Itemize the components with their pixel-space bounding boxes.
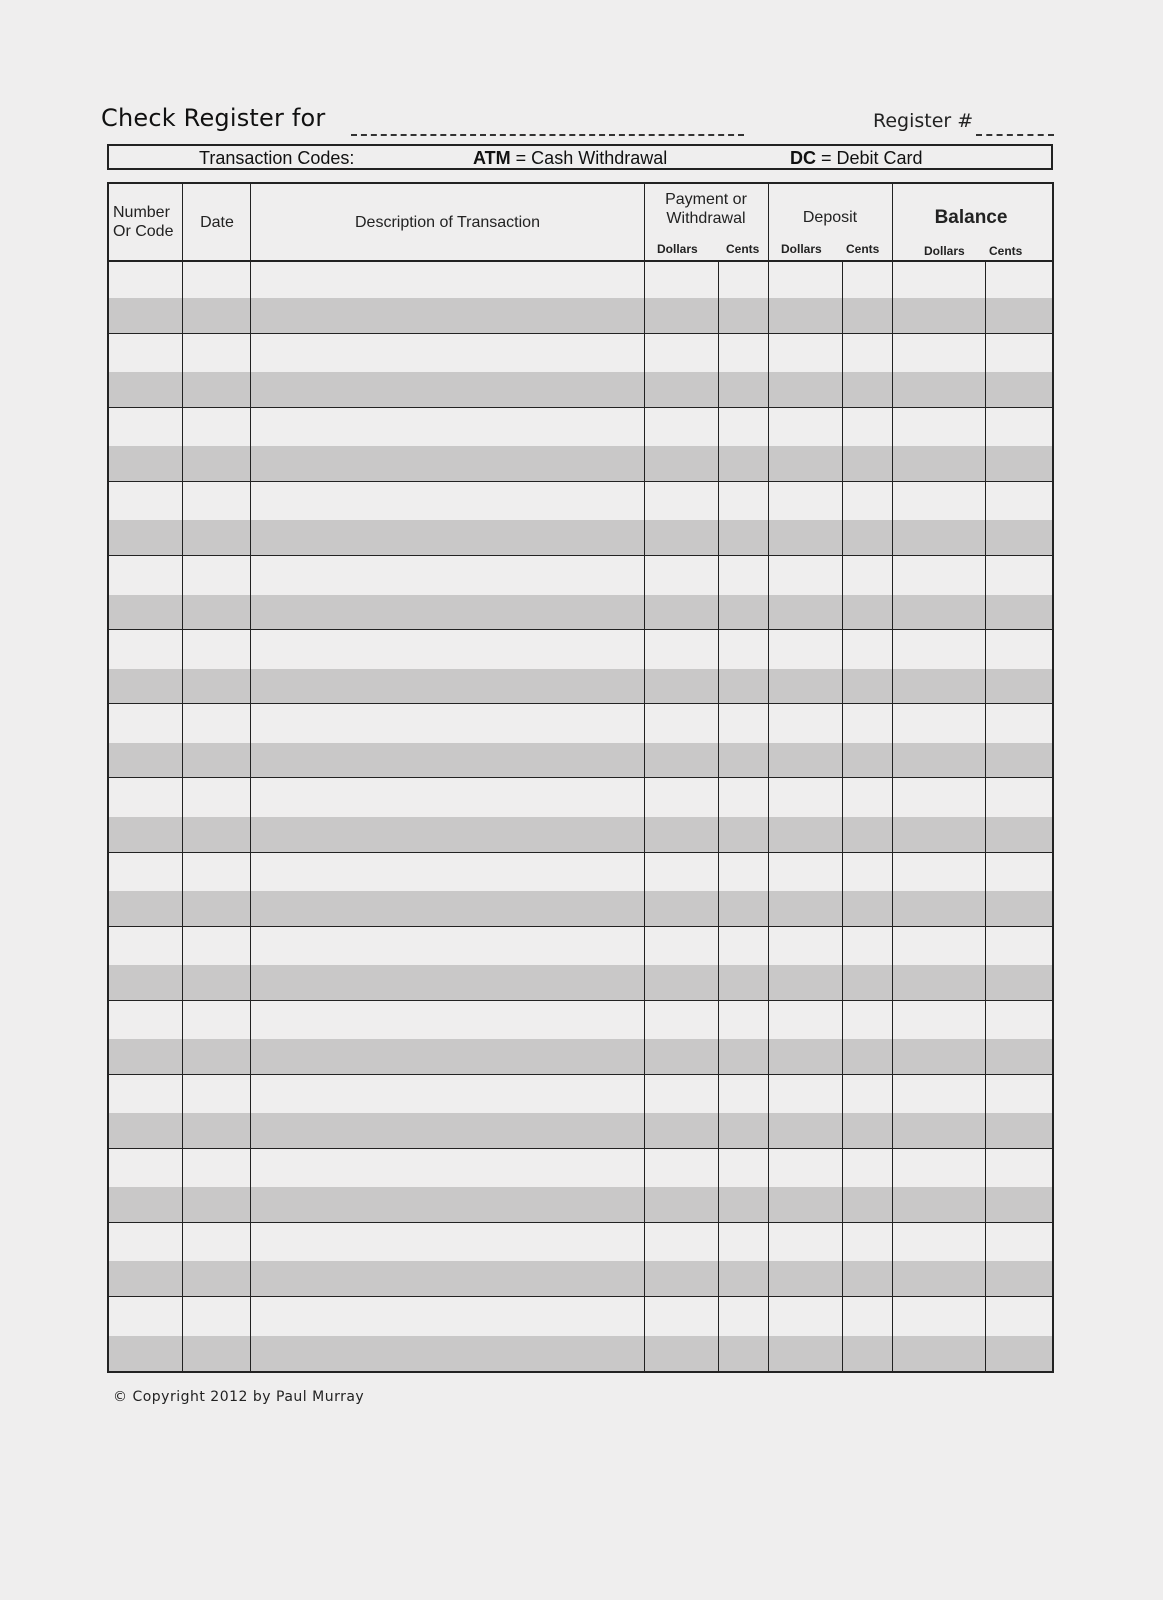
col-divider xyxy=(718,260,719,1371)
register-table xyxy=(107,182,1054,1373)
balance-cents-label: Cents xyxy=(989,244,1023,258)
transaction-codes-label: Transaction Codes: xyxy=(199,148,355,168)
dc-code-abbr: DC xyxy=(790,148,816,168)
name-fill-line xyxy=(351,134,744,136)
title-row xyxy=(101,104,1054,144)
deposit-dollars-label: Dollars xyxy=(781,242,822,256)
col-divider xyxy=(768,184,769,1371)
atm-code-abbr: ATM xyxy=(473,148,511,168)
col-payment-line2: Withdrawal xyxy=(666,210,746,227)
col-deposit: Deposit xyxy=(802,208,858,226)
dc-code-desc: = Debit Card xyxy=(821,148,923,168)
balance-dollars-label: Dollars xyxy=(924,244,965,258)
col-balance: Balance xyxy=(934,206,1008,228)
col-description: Description of Transaction xyxy=(355,213,540,231)
col-payment-line1: Payment or xyxy=(665,191,747,208)
col-number-line2: Or Code xyxy=(113,223,174,240)
col-divider xyxy=(842,260,843,1371)
register-number-fill-line xyxy=(976,134,1054,136)
col-payment xyxy=(644,184,768,234)
col-date: Date xyxy=(200,213,234,231)
col-number-line1: Number xyxy=(113,204,170,221)
col-divider xyxy=(250,184,251,1371)
atm-code xyxy=(473,148,667,169)
col-divider xyxy=(985,260,986,1371)
page-title: Check Register for xyxy=(101,104,326,132)
copyright-notice: © Copyright 2012 by Paul Murray xyxy=(113,1389,365,1405)
deposit-cents-label: Cents xyxy=(846,242,880,256)
register-number-label: Register # xyxy=(873,110,974,132)
col-divider xyxy=(892,184,893,1371)
col-divider xyxy=(644,184,645,1371)
payment-dollars-label: Dollars xyxy=(657,242,698,256)
col-number-or-code xyxy=(109,184,187,260)
col-divider xyxy=(182,184,183,1371)
transaction-codes-box xyxy=(107,144,1053,170)
atm-code-desc: = Cash Withdrawal xyxy=(515,148,668,168)
payment-cents-label: Cents xyxy=(726,242,760,256)
dc-code xyxy=(790,148,923,169)
